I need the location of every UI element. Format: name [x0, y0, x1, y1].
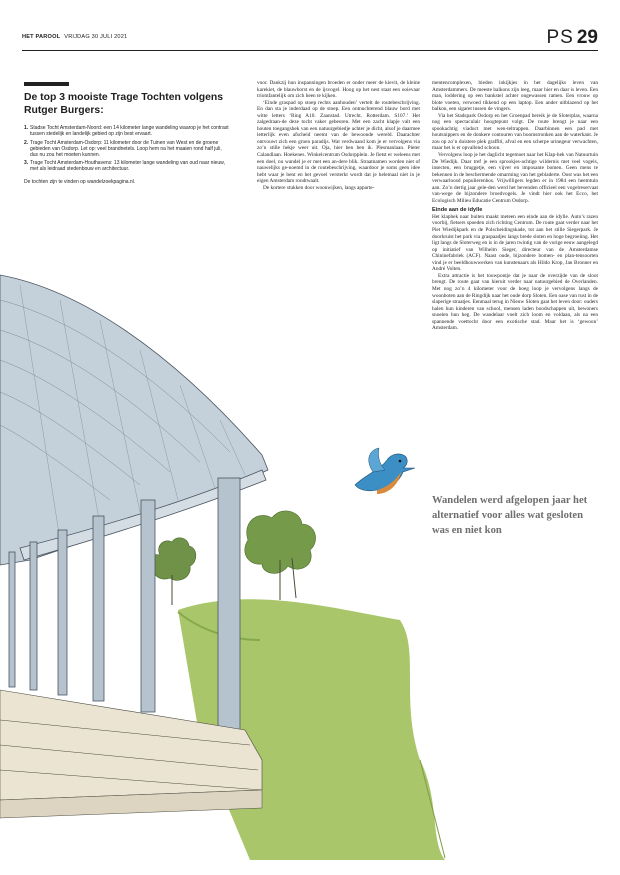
list-item-number: 2.	[24, 139, 29, 146]
sidebar-list	[24, 125, 231, 172]
pavilion-column	[141, 500, 155, 712]
list-item	[24, 125, 231, 137]
list-item-text: Stadse Tocht Amsterdam-Noord: een 14 kilometer lange wandeling waarop je het contrast tussen stedelijk en landelijk gebied op zijn best ervaart.	[30, 125, 229, 138]
page-number: 29	[576, 27, 598, 48]
paragraph: mentencomplexen, bieden inkijkjes in het dagelijks leven van Amsterdammers. De meeste balkons zijn leeg, maar hier en daar is leven. Een man, loddering op een bankstel achter ongewassen ramen. Een vrouw op blote voeten, verwoed tikkend op een laptop. Een ander uitblazend op het balkon, een sigaret tussen de vingers.	[432, 80, 598, 113]
article-column-2	[257, 80, 420, 191]
list-item-number: 3.	[24, 160, 29, 167]
tree-cluster-left	[151, 538, 196, 605]
pavilion-column	[30, 542, 37, 690]
paragraph: Vervolgens loop je het daglicht tegemoet naar het Klap-hek van Natuurtuin De Wiedijk. Daar tref je een sprookjes-achtige wildernis met veel vogels, insecten, een bruggetje, een vijver en imposante bomen. Geen mens te bekennen in de beschermende omarming van het gebladerte. Oost was het een verwaarloosd populierenbos. Vrijwilligers legden er in 1984 een heemtuin aan. Zo’n dertig jaar gele-den werd het bevenden officieel een vogelreservaat van-wege de bijzondere broedvogels. Je vindt hier ook het Ecco, het Ecologisch Milieu Educatie Centrum Osdorp.	[432, 152, 598, 204]
list-item	[24, 140, 231, 159]
sidebar-title: De top 3 mooiste Trage Tochten volgens Rutger Burgers:	[24, 92, 223, 116]
list-item	[24, 160, 231, 172]
section-label: PS	[546, 27, 574, 48]
pavilion-column	[9, 552, 15, 687]
paragraph: Extra attractie is het touwpontje dat je naar de overzijde van de sloot brengt. De route gaat van hieruit verder naar natuurgebied de Overlanden. Met nog zo’n 4 kilometer voor de boeg loop je vervolgens langs de woonboten aan de Ringdijk naar het oude dorp Sloten. Een oase van rust in de slaperige straatjes. Eenmaal terug in Nieuw Sloten gaat het leven door: ouders halen hun kinderen van school, mensen laden boodschappen uit, bewoners snoeien hun heg. De wandelaar voelt zich loom en voldaan, als na een spannende voettocht door een exotische stad. Maar het is ‘gewoon’ Amsterdam.	[432, 272, 598, 332]
pull-quote: Wandelen werd afgelopen jaar het alternatief voor alles wat gesloten was en niet kon	[432, 495, 588, 536]
paragraph: ‘Einde graspad op stoep rechts aanhouden’ vertelt de routebeschrijving. En dan sta je inderdaad op de stoep. Een ontnuchterend blauw bord met witte letters ‘Ring A10. Zaanstad. Utrecht. Rotterdam. S107.’ Het zalgedraan-de deze tocht vaker gebeuren. Met een zacht klapje valt een houten toegangshek van een natuurgebiedje achter je dicht, alsof je daarmee letterlijk even afscheid neemt van de bewoonde wereld. Daarachter ontvouwt zich een groen paradijs. Wat verdwaand kom je er vervolgens via zo’n stille hekje weer uit. Oja, hier ben ben ik. Plesmanlaan. Pieter Calandlaan. Hoekenes. Winkelcentrum Osdorpplein. Je fietst er weleens met een doel, nu wandel je er met een an-dere blik. Straatnamen worden niet of nauwelijks ge-noemd in de routebeschrijving, waardoor je soms geen idee hebt waar je bent en het gevoel versterkt wordt dat je helemaal niet in je eigen Amsterdam rondtwaalt.	[257, 99, 420, 185]
issue-date: VRIJDAG 30 JULI 2021	[64, 34, 128, 40]
pavilion-column	[58, 530, 67, 695]
paragraph: Via het Stadspark Osdorp en het Groenpad bereik je de Sloterplas, waarna nog een spectaculair hoogtepunt volgt. De route brengt je naar een spookachtig viaduct met wen-teltrappen. Daarbinnen een pad met houtsnippers en de donkere contouren van boomstronken aan de waterkant. Je zou op zo’n duistere plek graffiti, afval en een scherpe urinegeur verwachten, maar het is er opvallend schoon.	[432, 112, 598, 152]
pavilion-column	[93, 516, 104, 701]
paragraph: Het klaphek naar buiten maakt meteen een einde aan de idylle. Auto’s razen voorbij, fietsers spoeden zich richting Centrum. De route gaat verder naar het Piet Wiedijkpark en de Polscheidingskade, tot aan het stille Siegerpark. Je doorkruist het park via graspaadjes langs brede sloten en hoge begroeiing. Het ligt langs de Sloterweg en is in de jaren twintig van de vorige eeuw aangelegd op initiatief van Wilhelm Sieger, directeur van de Amsterdamse Chininefabriek (ACF). Naast oude, bijzondere bomen- en plan-tensoorten vind je er beeldhouwwerken van kunstenaars als Hildo Krop, Jan Bronner en André Volten.	[432, 213, 598, 273]
sidebar-note: De tochten zijn te vinden op wandelzoekpagina.nl.	[24, 178, 136, 185]
list-item-text: Trage Tocht Amsterdam-Osdorp: 11 kilometer door de Tuinen van West en de groene gebieden van Osdorp. Let op: veel brandnetels. Loop hem na het maaien rond half juli, dus nu zou het moeten kunnen.	[30, 139, 222, 158]
paragraph: De kortere stukken door woonwijken, langs apparte-	[263, 184, 375, 191]
paragraph: voor. Dankzij hun inspanningen broeden er onder meer de kievit, de kleine karekiet, de blauwborst en de ijsvogel. Hoog op het nest staat een ooievaar triomfantelijk om zich heen te kijken.	[257, 80, 420, 100]
top3-sidebar	[24, 82, 231, 185]
sidebar-accent-bar	[24, 82, 69, 86]
tree-cluster-right	[245, 511, 316, 600]
pavilion-column	[218, 478, 240, 733]
list-item-text: Trage Tocht Amsterdam-Houthavens: 13 kilometer lange wandeling van oud naar nieuw, met als leidraad stedenbouw en architectuur.	[30, 160, 225, 173]
kingfisher-bird	[355, 448, 415, 494]
list-item-number: 1.	[24, 125, 29, 132]
article-column-3	[432, 80, 598, 332]
subheading: Einde aan de idylle	[432, 207, 483, 214]
newspaper-name: HET PAROOL	[22, 34, 61, 40]
